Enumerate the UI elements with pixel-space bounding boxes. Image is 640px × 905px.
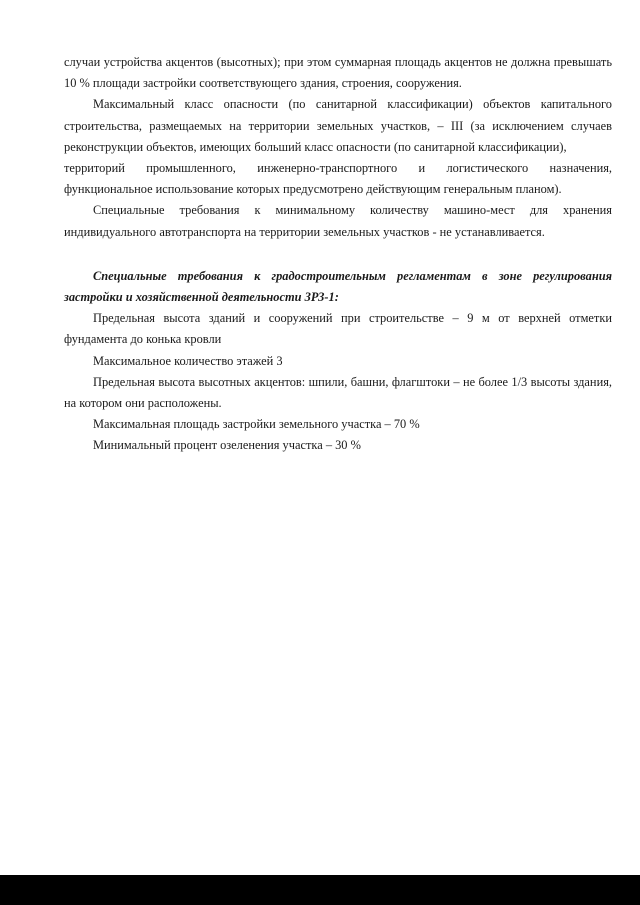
paragraph-hazard-general-plan: функциональное использование которых предусмотрено действующим генеральным планом). (64, 182, 562, 197)
paragraph-hazard-territories: территорий промышленного, инженерно-транспортного и логистического назначения, (64, 161, 612, 176)
paragraph-accents: случаи устройства акцентов (высотных); при этом суммарная площадь акцентов не должна превышать 10 % площади застройки соответствующего здания, строения, сооружения. (64, 55, 612, 91)
document-body (64, 52, 612, 457)
regulation-min-greenery: Минимальный процент озеленения участка – 30 % (93, 438, 361, 453)
regulation-max-coverage: Максимальная площадь застройки земельного участка – 70 % (93, 417, 420, 432)
section-heading-zrz1: Специальные требования к градостроительным регламентам в зоне регулирования застройки и хозяйственной деятельности ЗРЗ-1: (64, 268, 612, 305)
paragraph-hazard-class: Максимальный класс опасности (по санитарной классификации) объектов капитального строительства, размещаемых на территории земельных участков, – III (за исключением случаев реконструкции объектов, имеющих больший класс опасности (по санитарной классификации), (64, 97, 612, 154)
regulation-max-height: Предельная высота зданий и сооружений при строительстве – 9 м от верхней отметки фундамента до конька кровли (64, 311, 612, 347)
regulation-max-floors: Максимальное количество этажей 3 (93, 353, 283, 368)
section-spacer (64, 243, 612, 266)
regulation-accent-height: Предельная высота высотных акцентов: шпили, башни, флагштоки – не более 1/3 высоты здания, на котором они расположены. (64, 374, 612, 411)
paragraph-parking: Специальные требования к минимальному количеству машино-мест для хранения индивидуального автотранспорта на территории земельных участков - не устанавливается. (64, 203, 612, 239)
scan-border-bottom (0, 875, 640, 905)
